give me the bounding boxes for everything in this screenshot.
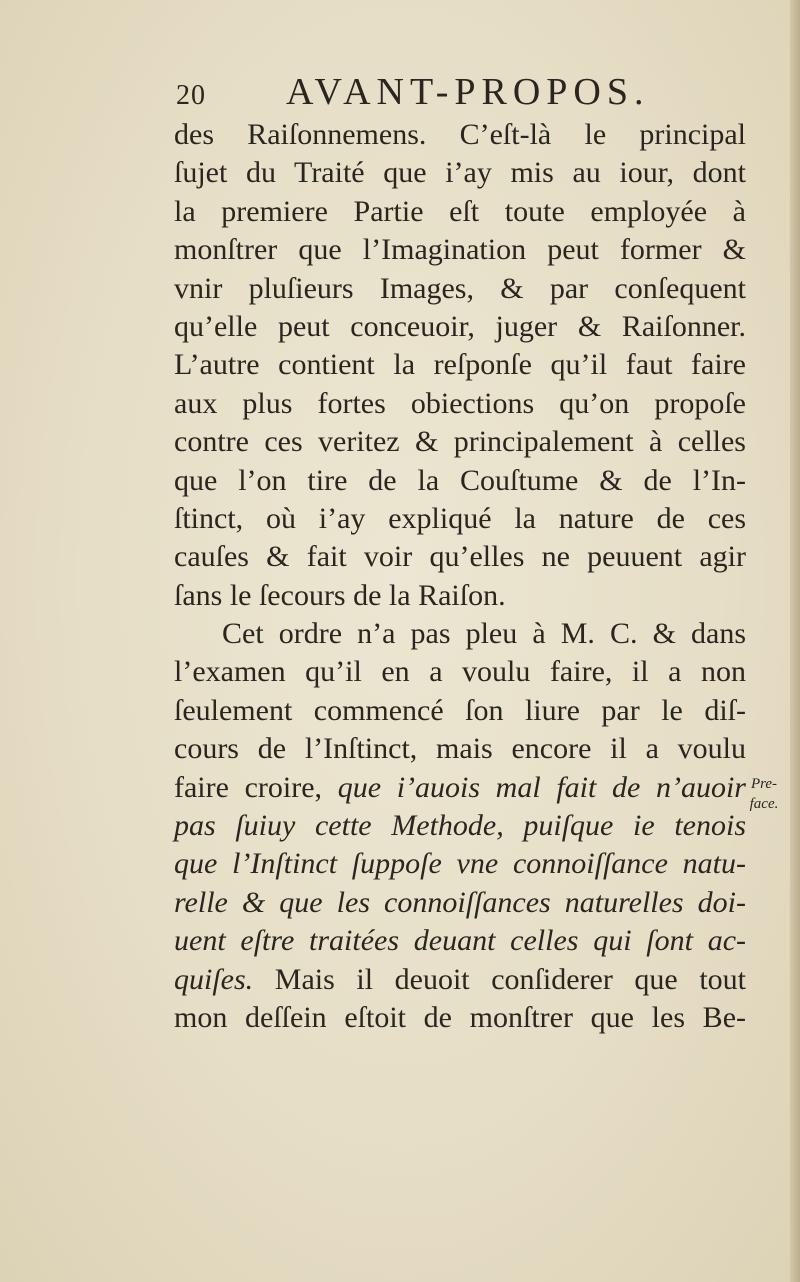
- text-line: la premiere Partie eſt toute employée à: [174, 194, 746, 228]
- page-edge: [790, 0, 800, 1282]
- text-line: qu’elle peut conceuoir, juger & Raiſonner.: [174, 309, 746, 343]
- paragraph-start-line: Cet ordre n’a pas pleu à M. C. & dans: [222, 617, 746, 651]
- text-line: aux plus fortes obiections qu’on propoſe: [174, 386, 746, 420]
- text-italic: quiſes.: [174, 962, 254, 996]
- page-number: 20: [176, 80, 206, 111]
- text-line: l’examen qu’il en a voulu faire, il a non: [174, 655, 746, 689]
- text-line: monſtrer que l’Imagination peut former &: [174, 233, 746, 267]
- body-text: [174, 116, 746, 1037]
- text-line: que l’on tire de la Couſtume & de l’In-: [174, 463, 746, 497]
- text-line: L’autre contient la reſponſe qu’il faut faire: [174, 348, 746, 382]
- text-line: mon deſſein eſtoit de monſtrer que les Be-: [174, 1000, 746, 1034]
- margin-note: [740, 774, 788, 814]
- italic-line: pas ſuiuy cette Methode, puiſque ie tenois: [174, 809, 746, 843]
- text-line: des Raiſonnemens. C’eſt-là le principal: [174, 118, 746, 151]
- paragraph-end-line: ſans le ſecours de la Raiſon.: [174, 578, 506, 612]
- italic-line: uent eſtre traitées deuant celles qui ſont ac-: [174, 924, 746, 958]
- running-head: AVANT-PROPOS.: [286, 71, 650, 113]
- text-roman: Mais il deuoit conſiderer que tout: [253, 962, 746, 996]
- text-line: [174, 961, 746, 999]
- text-line: cours de l’Inſtinct, mais encore il a voulu: [174, 732, 746, 766]
- text-italic: que i’auois mal fait de n’auoir: [337, 770, 746, 804]
- italic-line: que l’Inſtinct ſuppoſe vne connoiſſance natu-: [174, 847, 746, 881]
- text-line: ſtinct, où i’ay expliqué la nature de ces: [174, 501, 746, 535]
- text-line: vnir pluſieurs Images, & par conſequent: [174, 271, 746, 305]
- page-header: [176, 70, 736, 120]
- text-roman: faire croire,: [174, 770, 338, 804]
- text-line: contre ces veritez & principalement à celles: [174, 425, 746, 459]
- text-line: [174, 769, 746, 807]
- text-line: cauſes & fait voir qu’elles ne peuuent agir: [174, 540, 746, 574]
- text-line: ſujet du Traité que i’ay mis au iour, dont: [174, 156, 746, 190]
- margin-note-line: Pre-: [750, 776, 778, 792]
- italic-line: relle & que les connoiſſances naturelles doi-: [174, 885, 746, 919]
- text-line: ſeulement commencé ſon liure par le diſ-: [174, 693, 746, 727]
- margin-note-line: face.: [749, 796, 779, 812]
